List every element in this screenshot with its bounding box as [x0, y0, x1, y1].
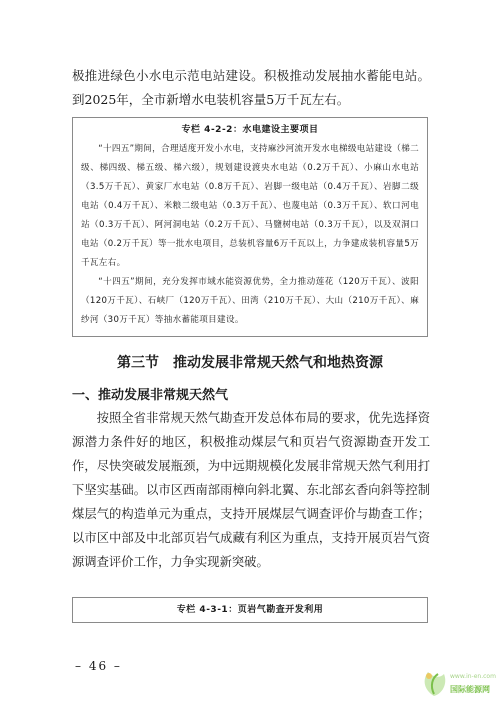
watermark-text: 国际能源网: [450, 685, 490, 694]
sidebar-box-shale-gas: [72, 597, 428, 623]
box-title: 专栏 4-2-2：水电建设主要项目: [181, 125, 319, 135]
body-paragraph: 按照全省非常规天然气勘查开发总体布局的要求，优先选择资源潜力条件好的地区，积极推动煤层气和页岩气资源勘查开发工作，尽快突破发展瓶颈，为中远期规模化发展非常规天然气利用打下坚实基础。以市区西南部雨樟向斜北翼、东北部玄香向斜等控制煤层气的构造单元为重点，支持开展煤层气调查评价与勘查工作；以市区中部及中北部页岩气成藏有利区为重点，支持开展页岩气资源调查评价工作，力争实现新突破。: [72, 411, 430, 569]
box-title: 专栏 4-3-1：页岩气勘查开发利用: [176, 605, 324, 615]
watermark-url: www.in-en.com: [450, 673, 496, 680]
sidebar-box-hydropower: [72, 117, 428, 337]
watermark-logo: [420, 668, 496, 702]
box-paragraph: “十四五”期间，合理适度开发小水电，支持麻沙河流开发水电梯级电站建设（梯二级、梯四级、梯五级、梯六级），规划建设渡央水电站（0.2万千瓦）、小麻山水电站（3.5万千瓦）、黄家厂水电站（0.8万千瓦）、岩脚一级电站（0.4万千瓦）、岩脚二级电站（0.4万千瓦）、米粮二级电站（0.3万千瓦）、也蔑电站（0.3万千瓦）、软口河电站（0.3万千瓦）、阿河洞电站（0.2万千瓦）、马鹽树电站（0.3万千瓦），以及双洞口电站（0.2万千瓦）等一批水电项目，总装机容量6万千瓦以上，力争建成装机容量5万千瓦左右。: [81, 144, 419, 268]
leaf-logo-icon: [420, 668, 448, 698]
subsection-heading: 一、推动发展非常规天然气: [72, 388, 229, 403]
section-title: 第三节 推动发展非常规天然气和地热资源: [117, 355, 383, 371]
page-number: – 46 –: [75, 659, 122, 673]
intro-paragraph: 极推进绿色小水电示范电站建设。积极推动发展抽水蓄能电站。到2025年，全市新增水电装机容量5万千瓦左右。: [72, 68, 430, 107]
box-paragraph: “十四五”期间，充分发挥市域水能资源优势，全力推动莲花（120万千瓦）、波阳（120万千瓦）、石峡厂（120万千瓦）、田湾（210万千瓦）、大山（210万千瓦）、麻纱河（30万千瓦）等抽水蓄能项目建设。: [81, 277, 419, 325]
